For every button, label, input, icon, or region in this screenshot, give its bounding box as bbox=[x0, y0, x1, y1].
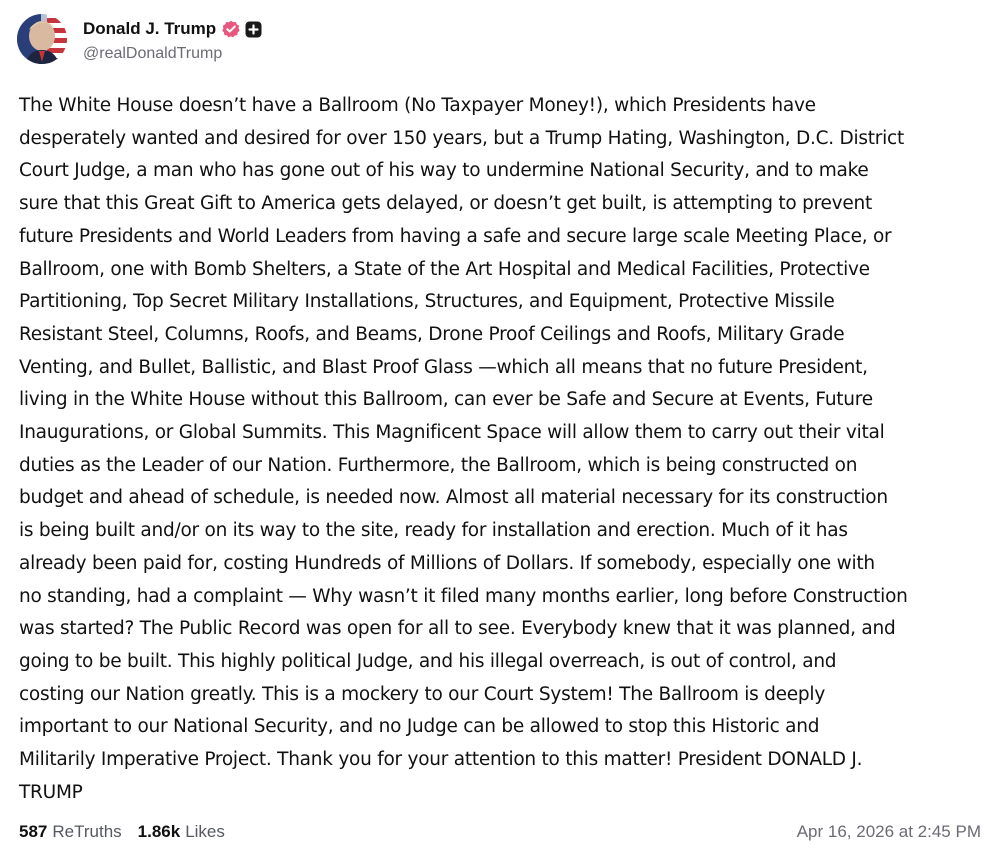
post-footer bbox=[19, 818, 981, 846]
post-text-line: costing our Nation greatly. This is a mockery to our Court System! The Ballroom is deeply bbox=[19, 683, 826, 705]
post-text-line: living in the White House without this Ballroom, can ever be Safe and Secure at Events, Future bbox=[19, 389, 873, 411]
post-text-line: no standing, had a complaint — Why wasn’t it filed many months earlier, long before Construction bbox=[19, 585, 908, 607]
author-identity bbox=[83, 15, 262, 63]
post-text-line: duties as the Leader of our Nation. Furthermore, the Ballroom, which is being constructed on bbox=[19, 454, 858, 476]
author-handle[interactable]: @realDonaldTrump bbox=[83, 45, 223, 62]
post-text-line: Court Judge, a man who has gone out of his way to undermine National Security, and to make bbox=[19, 160, 869, 182]
post-text-line: Partitioning, Top Secret Military Installations, Structures, and Equipment, Protective Missile bbox=[19, 291, 835, 313]
post-text-line: Resistant Steel, Columns, Roofs, and Beams, Drone Proof Ceilings and Roofs, Military Grade bbox=[19, 323, 845, 345]
name-row bbox=[83, 15, 262, 43]
post-text-line: sure that this Great Gift to America gets delayed, or doesn’t get built, is attempting to prevent bbox=[19, 193, 872, 215]
display-name[interactable]: Donald J. Trump bbox=[83, 19, 217, 38]
verified-badge-icon bbox=[222, 20, 240, 38]
post-timestamp[interactable]: Apr 16, 2026 at 2:45 PM bbox=[796, 822, 981, 841]
likes-stat[interactable] bbox=[138, 822, 225, 842]
retruths-count: 587 bbox=[19, 822, 48, 841]
post-text bbox=[19, 90, 991, 809]
avatar-image bbox=[17, 14, 67, 64]
post-text-line: Ballroom, one with Bomb Shelters, a State of the Art Hospital and Medical Facilities, Protective bbox=[19, 258, 870, 280]
post-header bbox=[17, 12, 262, 66]
post-text-line: desperately wanted and desired for over 150 years, but a Trump Hating, Washington, D.C. District bbox=[19, 127, 904, 149]
plus-icon bbox=[245, 21, 262, 38]
post-text-line: going to be built. This highly political Judge, and his illegal overreach, is out of control, and bbox=[19, 650, 837, 672]
retruths-label: ReTruths bbox=[52, 822, 122, 841]
post-text-line: Militarily Imperative Project. Thank you for your attention to this matter! President DONALD J. bbox=[19, 749, 863, 771]
post-text-line: TRUMP bbox=[19, 781, 83, 803]
post-text-line: future Presidents and World Leaders from having a safe and secure large scale Meeting Place, or bbox=[19, 225, 892, 247]
likes-count: 1.86k bbox=[137, 822, 181, 841]
post-text-line: budget and ahead of schedule, is needed now. Almost all material necessary for its construction bbox=[19, 487, 888, 509]
post-text-line: The White House doesn’t have a Ballroom (No Taxpayer Money!), which Presidents have bbox=[19, 95, 816, 116]
post-text-line: is being built and/or on its way to the site, ready for installation and erection. Much of it has bbox=[19, 520, 848, 542]
post-text-line: already been paid for, costing Hundreds of Millions of Dollars. If somebody, especially one with bbox=[19, 552, 875, 574]
post-text-line: Inaugurations, or Global Summits. This Magnificent Space will allow them to carry out their vital bbox=[19, 422, 885, 444]
post-text-line: important to our National Security, and no Judge can be allowed to stop this Historic and bbox=[19, 716, 820, 738]
retruths-stat[interactable] bbox=[19, 822, 122, 842]
avatar[interactable] bbox=[17, 14, 67, 64]
post-text-line: was started? The Public Record was open for all to see. Everybody knew that it was planned, and bbox=[19, 618, 896, 640]
post-text-line: Venting, and Bullet, Ballistic, and Blast Proof Glass —which all means that no future President, bbox=[19, 356, 868, 378]
likes-label: Likes bbox=[185, 822, 225, 841]
